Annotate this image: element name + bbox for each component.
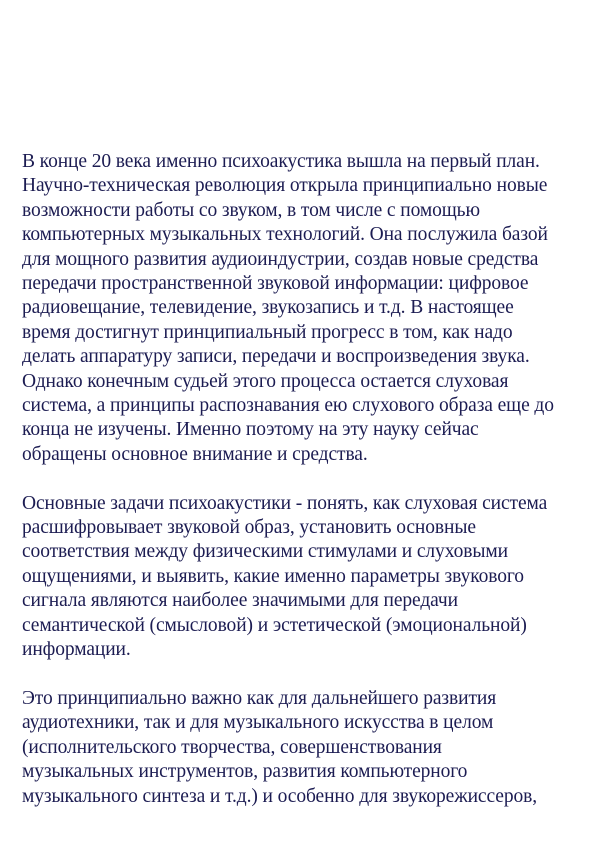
text-line: Это принципиально важно как для дальнейшего развития bbox=[22, 687, 497, 709]
text-line: сигнала являются наиболее значимыми для передачи bbox=[22, 590, 458, 612]
paragraph-1 bbox=[22, 150, 582, 467]
text-line: (исполнительского творчества, совершенствования bbox=[22, 736, 442, 758]
text-line: ощущениями, и выявить, какие именно параметры звукового bbox=[22, 565, 524, 587]
text-line: семантической (смысловой) и эстетической (эмоциональной) bbox=[22, 614, 527, 636]
text-line: возможности работы со звуком, в том числе с помощью bbox=[22, 199, 480, 221]
text-line: компьютерных музыкальных технологий. Она послужила базой bbox=[22, 224, 548, 246]
text-line: радиовещание, телевидение, звукозапись и т.д. В настоящее bbox=[22, 297, 514, 319]
text-line: конца не изучены. Именно поэтому на эту науку сейчас bbox=[22, 419, 479, 441]
body-text bbox=[22, 150, 582, 833]
text-line: Основные задачи психоакустики - понять, как слуховая система bbox=[22, 492, 548, 514]
paragraph-2 bbox=[22, 492, 582, 663]
text-line: музыкального синтеза и т.д.) и особенно для звукорежиссеров, bbox=[22, 785, 538, 807]
text-line: передачи пространственной звуковой информации: цифровое bbox=[22, 273, 529, 295]
text-line: система, а принципы распознавания ею слухового образа еще до bbox=[22, 395, 554, 417]
text-line: В конце 20 века именно психоакустика вышла на первый план. bbox=[22, 151, 540, 172]
text-line: Однако конечным судьей этого процесса остается слуховая bbox=[22, 370, 509, 392]
text-line: соответствия между физическими стимулами и слуховыми bbox=[22, 541, 508, 563]
text-line: музыкальных инструментов, развития компьютерного bbox=[22, 761, 468, 783]
text-line: время достигнут принципиальный прогресс в том, как надо bbox=[22, 321, 513, 343]
text-line: аудиотехники, так и для музыкального искусства в целом bbox=[22, 712, 494, 734]
paragraph-3 bbox=[22, 687, 582, 809]
text-line: расшифровывает звуковой образ, установить основные bbox=[22, 517, 476, 539]
text-line: делать аппаратуру записи, передачи и воспроизведения звука. bbox=[22, 346, 530, 368]
text-line: Научно-техническая революция открыла принципиально новые bbox=[22, 175, 548, 197]
text-line: для мощного развития аудиоиндустрии, создав новые средства bbox=[22, 248, 539, 270]
text-line: обращены основное внимание и средства. bbox=[22, 443, 368, 465]
text-line: информации. bbox=[22, 639, 131, 661]
